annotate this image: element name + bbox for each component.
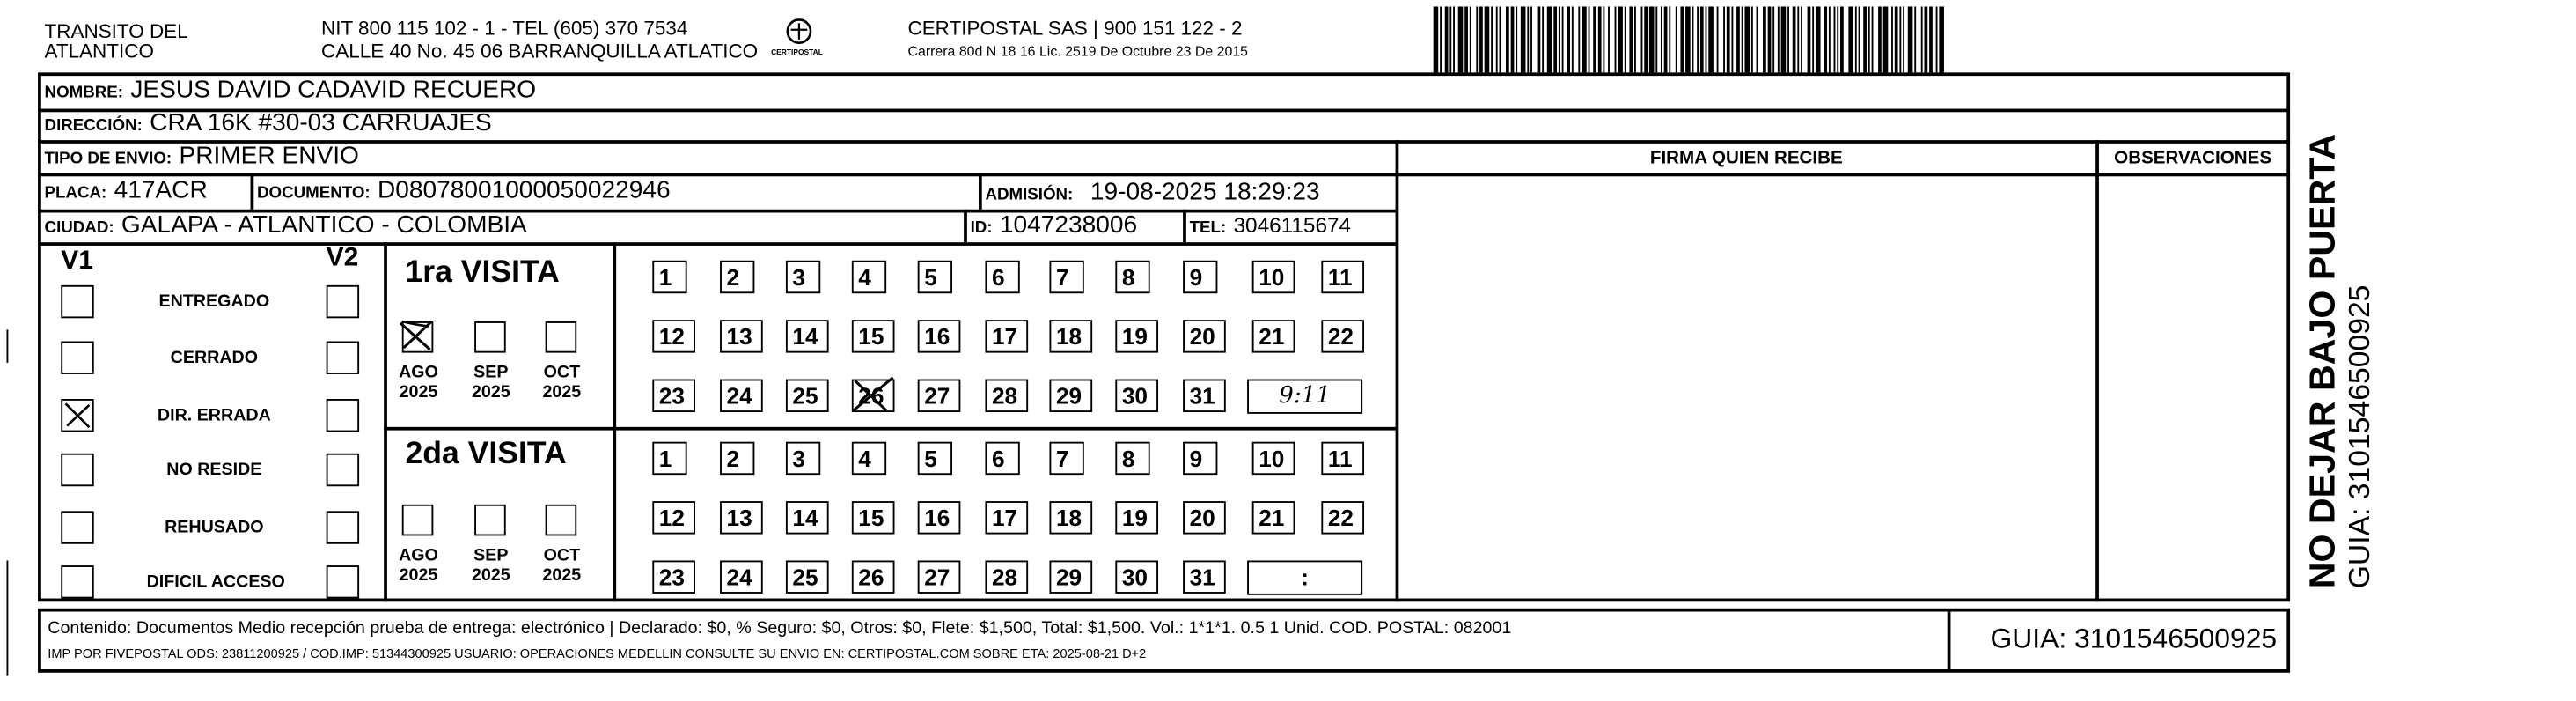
barcode-bar bbox=[1618, 6, 1623, 72]
visit1-day-13[interactable]: 13 bbox=[720, 320, 763, 352]
visit2-day-18[interactable]: 18 bbox=[1049, 501, 1092, 534]
documento-label: DOCUMENTO: bbox=[257, 184, 371, 203]
barcode-bar bbox=[1742, 6, 1743, 72]
visit1-month-label-ago: AGO bbox=[399, 362, 438, 383]
barcode-bar bbox=[1763, 6, 1766, 72]
rule bbox=[2095, 140, 2098, 601]
barcode-bar bbox=[1615, 6, 1617, 72]
visit2-title: 2da VISITA bbox=[405, 437, 567, 472]
barcode-bar bbox=[1530, 6, 1532, 72]
visit1-month-year-oct: 2025 bbox=[542, 382, 582, 402]
visit1-day-8[interactable]: 8 bbox=[1115, 261, 1149, 293]
placa-field bbox=[45, 176, 208, 209]
barcode-bar bbox=[1751, 6, 1753, 72]
visit1-title: 1ra VISITA bbox=[405, 255, 560, 291]
visit2-day-28[interactable]: 28 bbox=[985, 560, 1028, 593]
v1-checkbox-no-reside[interactable] bbox=[61, 454, 93, 486]
visit2-time-box[interactable]: : bbox=[1247, 560, 1362, 594]
visit1-day-20[interactable]: 20 bbox=[1183, 320, 1226, 352]
visit2-day-31[interactable]: 31 bbox=[1183, 560, 1226, 593]
visit1-day-29[interactable]: 29 bbox=[1049, 380, 1092, 412]
rule bbox=[251, 173, 253, 210]
v1-checkbox-dir-errada[interactable] bbox=[61, 399, 93, 432]
visit2-day-23[interactable]: 23 bbox=[652, 560, 695, 593]
visit2-month-box-oct[interactable] bbox=[546, 505, 577, 536]
visit2-day-7[interactable]: 7 bbox=[1049, 442, 1083, 475]
tel-value: 3046115674 bbox=[1233, 212, 1352, 238]
nombre-label: NOMBRE: bbox=[44, 84, 123, 103]
barcode-bar bbox=[1768, 6, 1772, 72]
barcode-bar bbox=[1939, 6, 1944, 72]
v2-checkbox-dificil-acceso[interactable] bbox=[327, 565, 359, 598]
barcode-bar bbox=[1562, 6, 1564, 72]
visit2-month-box-sep[interactable] bbox=[474, 505, 506, 536]
visit1-month-box-ago[interactable] bbox=[402, 321, 434, 353]
v2-checkbox-cerrado[interactable] bbox=[327, 342, 359, 374]
visit1-day-26[interactable]: 26 bbox=[852, 380, 895, 412]
barcode-bar bbox=[1859, 6, 1860, 72]
barcode-bar bbox=[1848, 6, 1853, 72]
barcode-bar bbox=[1593, 6, 1596, 72]
visit1-month-year-sep: 2025 bbox=[471, 382, 510, 402]
visit2-day-16[interactable]: 16 bbox=[918, 501, 961, 534]
visit1-day-23[interactable]: 23 bbox=[652, 380, 695, 412]
visit1-day-19[interactable]: 19 bbox=[1115, 320, 1158, 352]
visit2-day-26[interactable]: 26 bbox=[852, 560, 895, 593]
barcode-bar bbox=[1899, 6, 1901, 72]
status-label-entregado: ENTREGADO bbox=[158, 291, 270, 312]
visit2-day-21[interactable]: 21 bbox=[1252, 501, 1295, 534]
barcode-bar bbox=[1608, 6, 1610, 72]
visit1-day-16[interactable]: 16 bbox=[918, 320, 961, 352]
barcode-bar bbox=[1781, 6, 1787, 72]
org-address: CALLE 40 No. 45 06 BARRANQUILLA ATLATICO bbox=[321, 39, 759, 63]
visit1-month-label-sep: SEP bbox=[473, 362, 509, 383]
barcode-bar bbox=[1538, 6, 1541, 72]
visit1-time-box[interactable]: 9:11 bbox=[1247, 380, 1362, 414]
org-name-line2: ATLANTICO bbox=[44, 39, 154, 63]
barcode-bar bbox=[1572, 6, 1574, 72]
barcode-bar bbox=[1936, 6, 1938, 72]
rule bbox=[38, 173, 2290, 176]
barcode-bar bbox=[1680, 6, 1684, 72]
visit2-month-label-sep: SEP bbox=[473, 545, 509, 566]
barcode-bar bbox=[1445, 6, 1449, 72]
barcode-bar bbox=[1521, 6, 1526, 72]
tel-field bbox=[1190, 211, 1351, 244]
v1-checkbox-rehusado[interactable] bbox=[61, 511, 93, 543]
barcode-bar bbox=[1661, 6, 1662, 72]
barcode-bar bbox=[1644, 6, 1648, 72]
courier-line: CERTIPOSTAL SAS | 900 151 122 - 2 bbox=[907, 16, 1243, 40]
documento-field bbox=[257, 176, 671, 209]
barcode-bar bbox=[1708, 6, 1714, 72]
visit2-month-label-ago: AGO bbox=[399, 545, 438, 566]
rule bbox=[979, 173, 981, 210]
barcode-bar bbox=[1778, 6, 1780, 72]
visit2-day-8[interactable]: 8 bbox=[1115, 442, 1149, 475]
barcode-bar bbox=[1878, 6, 1882, 72]
visit2-day-25[interactable]: 25 bbox=[786, 560, 829, 593]
barcode-bar bbox=[1625, 6, 1626, 72]
barcode-bar bbox=[1496, 6, 1498, 72]
barcode-bar bbox=[1553, 6, 1557, 72]
v2-checkbox-no-reside[interactable] bbox=[327, 454, 359, 486]
direccion-field bbox=[45, 109, 492, 142]
placa-value: 417ACR bbox=[114, 176, 208, 205]
barcode-bar bbox=[1629, 6, 1633, 72]
side-guia: GUIA: 3101546500925 bbox=[2342, 284, 2376, 589]
rule bbox=[613, 242, 615, 601]
certipostal-logo bbox=[771, 17, 824, 63]
visit2-day-9[interactable]: 9 bbox=[1183, 442, 1217, 475]
barcode-bar bbox=[1736, 6, 1740, 72]
barcode-bar bbox=[1559, 6, 1560, 72]
visit1-day-2[interactable]: 2 bbox=[720, 261, 754, 293]
ciudad-value: GALAPA - ATLANTICO - COLOMBIA bbox=[121, 210, 527, 240]
barcode-bar bbox=[1664, 6, 1668, 72]
barcode-bar bbox=[1891, 6, 1893, 72]
visit1-month-label-oct: OCT bbox=[543, 362, 581, 383]
visit1-day-6[interactable]: 6 bbox=[985, 261, 1019, 293]
admision-value: 19-08-2025 18:29:23 bbox=[1090, 178, 1320, 206]
v1-checkbox-cerrado[interactable] bbox=[61, 342, 93, 374]
tipo-envio-value: PRIMER ENVIO bbox=[179, 141, 359, 170]
visit1-day-11[interactable]: 11 bbox=[1321, 261, 1364, 293]
visit2-day-30[interactable]: 30 bbox=[1115, 560, 1158, 593]
rule bbox=[1183, 210, 1185, 242]
barcode-bar bbox=[1812, 6, 1814, 72]
barcode-bar bbox=[1834, 6, 1836, 72]
visit2-day-19[interactable]: 19 bbox=[1115, 501, 1158, 534]
barcode-bar bbox=[1578, 6, 1580, 72]
tel-label: TEL: bbox=[1189, 218, 1227, 238]
barcode-bar bbox=[1440, 6, 1442, 72]
tipo-envio-label: TIPO DE ENVIO: bbox=[44, 150, 172, 168]
id-value: 1047238006 bbox=[999, 210, 1138, 240]
barcode-bar bbox=[1929, 6, 1933, 72]
direccion-label: DIRECCIÓN: bbox=[44, 116, 143, 136]
barcode-bar bbox=[1649, 6, 1655, 72]
visit1-day-14[interactable]: 14 bbox=[786, 320, 829, 352]
barcode-bar bbox=[1808, 6, 1811, 72]
visit2-day-4[interactable]: 4 bbox=[852, 442, 886, 475]
visit1-day-28[interactable]: 28 bbox=[985, 380, 1028, 412]
visit1-day-30[interactable]: 30 bbox=[1115, 380, 1158, 412]
barcode-bar bbox=[1434, 6, 1439, 72]
barcode-bar bbox=[1908, 6, 1913, 72]
visit2-day-17[interactable]: 17 bbox=[985, 501, 1028, 534]
barcode-bar bbox=[1824, 6, 1827, 72]
barcode-bar bbox=[1511, 6, 1515, 72]
v1-header: V1 bbox=[61, 247, 93, 276]
footer-print-line: IMP POR FIVEPOSTAL ODS: 23811200925 / COD.IMP: 51344300925 USUARIO: OPERACIONES MEDELLIN CONSULTE SU ENVIO EN: CERTIPOSTAL.COM SOBRE ETA: 2025-08-21 D+2 bbox=[48, 646, 1147, 661]
org-name-line1: TRANSITO DEL bbox=[44, 19, 188, 43]
barcode-bar bbox=[1464, 6, 1468, 72]
visit2-day-11[interactable]: 11 bbox=[1321, 442, 1364, 475]
visit2-day-3[interactable]: 3 bbox=[786, 442, 820, 475]
barcode-bar bbox=[1772, 6, 1774, 72]
visit2-month-label-oct: OCT bbox=[543, 545, 581, 566]
visit2-day-2[interactable]: 2 bbox=[720, 442, 754, 475]
rule bbox=[1948, 612, 1950, 670]
barcode bbox=[1434, 6, 2125, 72]
barcode-bar bbox=[1476, 6, 1478, 72]
barcode-bar bbox=[1914, 6, 1916, 72]
barcode-bar bbox=[1700, 6, 1704, 72]
observaciones-column-header: OBSERVACIONES bbox=[2114, 148, 2272, 168]
barcode-bar bbox=[1641, 6, 1643, 72]
barcode-bar bbox=[1895, 6, 1898, 72]
v1-checkbox-dificil-acceso[interactable] bbox=[61, 565, 93, 598]
visit2-day-12[interactable]: 12 bbox=[652, 501, 695, 534]
barcode-bar bbox=[1787, 6, 1789, 72]
barcode-bar bbox=[1727, 6, 1730, 72]
visit2-month-year-oct: 2025 bbox=[542, 565, 582, 586]
barcode-bar bbox=[1458, 6, 1464, 72]
barcode-bar bbox=[1449, 6, 1451, 72]
tipo-envio-field bbox=[45, 142, 359, 174]
barcode-bar bbox=[1685, 6, 1691, 72]
barcode-bar bbox=[1676, 6, 1677, 72]
barcode-bar bbox=[1589, 6, 1590, 72]
visit2-day-1[interactable]: 1 bbox=[652, 442, 686, 475]
direccion-value: CRA 16K #30-03 CARRUAJES bbox=[150, 108, 492, 137]
edge-mark bbox=[6, 560, 8, 675]
rule bbox=[1396, 140, 1398, 601]
visit2-day-6[interactable]: 6 bbox=[985, 442, 1019, 475]
barcode-bar bbox=[1872, 6, 1874, 72]
documento-value: D08078001000050022946 bbox=[377, 176, 671, 205]
status-label-no-reside: NO RESIDE bbox=[166, 460, 262, 480]
barcode-bar bbox=[1479, 6, 1483, 72]
visit1-day-21[interactable]: 21 bbox=[1252, 320, 1295, 352]
barcode-bar bbox=[1829, 6, 1831, 72]
barcode-bar bbox=[1731, 6, 1733, 72]
barcode-bar bbox=[1453, 6, 1455, 72]
status-label-dificil-acceso: DIFICIL ACCESO bbox=[146, 572, 285, 593]
barcode-bar bbox=[1744, 6, 1750, 72]
visit2-day-14[interactable]: 14 bbox=[786, 501, 829, 534]
barcode-bar bbox=[1717, 6, 1719, 72]
barcode-bar bbox=[1527, 6, 1529, 72]
barcode-bar bbox=[1655, 6, 1657, 72]
barcode-bar bbox=[1516, 6, 1517, 72]
visit2-day-10[interactable]: 10 bbox=[1252, 442, 1295, 475]
barcode-bar bbox=[1816, 6, 1821, 72]
barcode-bar bbox=[1883, 6, 1889, 72]
nombre-field bbox=[45, 76, 537, 108]
barcode-bar bbox=[1837, 6, 1838, 72]
barcode-bar bbox=[1921, 6, 1923, 72]
side-note bbox=[2303, 134, 2375, 588]
barcode-bar bbox=[1567, 6, 1570, 72]
barcode-bar bbox=[1598, 6, 1602, 72]
visit1-day-9[interactable]: 9 bbox=[1183, 261, 1217, 293]
footer-guia: GUIA: 3101546500925 bbox=[1990, 623, 2278, 655]
visit2-month-year-sep: 2025 bbox=[471, 565, 510, 586]
footer bbox=[38, 609, 2290, 673]
visit1-day-18[interactable]: 18 bbox=[1049, 320, 1092, 352]
v1-checkbox-entregado[interactable] bbox=[61, 285, 93, 318]
visit1-day-3[interactable]: 3 bbox=[786, 261, 820, 293]
footer-content-line: Contenido: Documentos Medio recepción prueba de entrega: electrónico | Declarado: $0, % Seguro: $0, Otros: $0, Flete: $1,500, Total: $1,500. Vol.: 1*1*1. 0.5 1 Unid. COD. POSTAL: 082001 bbox=[48, 618, 1512, 638]
firma-column-header: FIRMA QUIEN RECIBE bbox=[1649, 148, 1843, 168]
barcode-bar bbox=[1855, 6, 1857, 72]
side-warning: NO DEJAR BAJO PUERTA bbox=[2301, 133, 2343, 589]
visit1-day-12[interactable]: 12 bbox=[652, 320, 695, 352]
courier-address: Carrera 80d N 18 16 Lic. 2519 De Octubre 23 De 2015 bbox=[907, 42, 1249, 60]
barcode-bar bbox=[1500, 6, 1501, 72]
visit1-day-4[interactable]: 4 bbox=[852, 261, 886, 293]
visit2-day-15[interactable]: 15 bbox=[852, 501, 895, 534]
visit1-day-17[interactable]: 17 bbox=[985, 320, 1028, 352]
visit1-day-24[interactable]: 24 bbox=[720, 380, 763, 412]
barcode-bar bbox=[1542, 6, 1544, 72]
visit1-month-year-ago: 2025 bbox=[399, 382, 438, 402]
id-label: ID: bbox=[970, 218, 993, 238]
logo-caption: CERTIPOSTAL bbox=[771, 48, 823, 56]
rule bbox=[384, 242, 386, 601]
visit1-day-1[interactable]: 1 bbox=[652, 261, 686, 293]
visit1-day-15[interactable]: 15 bbox=[852, 320, 895, 352]
status-label-cerrado: CERRADO bbox=[170, 347, 259, 368]
v2-header: V2 bbox=[326, 244, 359, 272]
placa-label: PLACA: bbox=[44, 184, 107, 203]
barcode-bar bbox=[1797, 6, 1799, 72]
barcode-bar bbox=[1669, 6, 1670, 72]
edge-mark bbox=[6, 329, 8, 362]
visit2-month-year-ago: 2025 bbox=[399, 565, 438, 586]
visit1-day-5[interactable]: 5 bbox=[918, 261, 952, 293]
admision-field bbox=[985, 178, 1319, 210]
barcode-bar bbox=[1840, 6, 1844, 72]
admision-label: ADMISIÓN: bbox=[985, 186, 1074, 205]
rule bbox=[964, 210, 966, 242]
barcode-bar bbox=[1801, 6, 1802, 72]
status-label-dir-errada: DIR. ERRADA bbox=[157, 405, 271, 425]
nombre-value: JESUS DAVID CADAVID RECUERO bbox=[130, 76, 537, 104]
v2-checkbox-entregado[interactable] bbox=[327, 285, 359, 318]
visit1-day-31[interactable]: 31 bbox=[1183, 380, 1226, 412]
visit1-day-25[interactable]: 25 bbox=[786, 380, 829, 412]
barcode-bar bbox=[1547, 6, 1552, 72]
barcode-bar bbox=[1706, 6, 1707, 72]
barcode-bar bbox=[1723, 6, 1725, 72]
visit2-day-5[interactable]: 5 bbox=[918, 442, 952, 475]
visit2-day-24[interactable]: 24 bbox=[720, 560, 763, 593]
barcode-bar bbox=[1485, 6, 1490, 72]
visit2-day-13[interactable]: 13 bbox=[720, 501, 763, 534]
ciudad-field bbox=[45, 211, 527, 244]
barcode-bar bbox=[1903, 6, 1904, 72]
visit1-day-10[interactable]: 10 bbox=[1252, 261, 1295, 293]
barcode-bar bbox=[1634, 6, 1636, 72]
barcode-bar bbox=[1868, 6, 1870, 72]
visit1-month-box-sep[interactable] bbox=[474, 321, 506, 353]
status-label-rehusado: REHUSADO bbox=[165, 517, 264, 538]
visit1-day-27[interactable]: 27 bbox=[918, 380, 961, 412]
visit2-day-20[interactable]: 20 bbox=[1183, 501, 1226, 534]
barcode-bar bbox=[1924, 6, 1927, 72]
rule bbox=[384, 427, 1397, 430]
barcode-bar bbox=[1491, 6, 1493, 72]
v2-checkbox-dir-errada[interactable] bbox=[327, 399, 359, 432]
visit1-day-22[interactable]: 22 bbox=[1321, 320, 1364, 352]
barcode-bar bbox=[1697, 6, 1699, 72]
nit-line: NIT 800 115 102 - 1 - TEL (605) 370 7534 bbox=[321, 16, 688, 40]
barcode-bar bbox=[1757, 6, 1758, 72]
visit2-month-box-ago[interactable] bbox=[402, 505, 434, 536]
v2-checkbox-rehusado[interactable] bbox=[327, 511, 359, 543]
barcode-bar bbox=[1470, 6, 1471, 72]
barcode-bar bbox=[1692, 6, 1694, 72]
barcode-bar bbox=[1793, 6, 1796, 72]
barcode-bar bbox=[1506, 6, 1509, 72]
visit2-day-27[interactable]: 27 bbox=[918, 560, 961, 593]
barcode-bar bbox=[1603, 6, 1604, 72]
barcode-bar bbox=[1582, 6, 1587, 72]
visit1-month-box-oct[interactable] bbox=[546, 321, 577, 353]
barcode-bar bbox=[1863, 6, 1867, 72]
visit2-day-22[interactable]: 22 bbox=[1321, 501, 1364, 534]
visit1-day-7[interactable]: 7 bbox=[1049, 261, 1083, 293]
visit2-day-29[interactable]: 29 bbox=[1049, 560, 1092, 593]
ciudad-label: CIUDAD: bbox=[44, 218, 114, 238]
id-field bbox=[971, 211, 1138, 244]
